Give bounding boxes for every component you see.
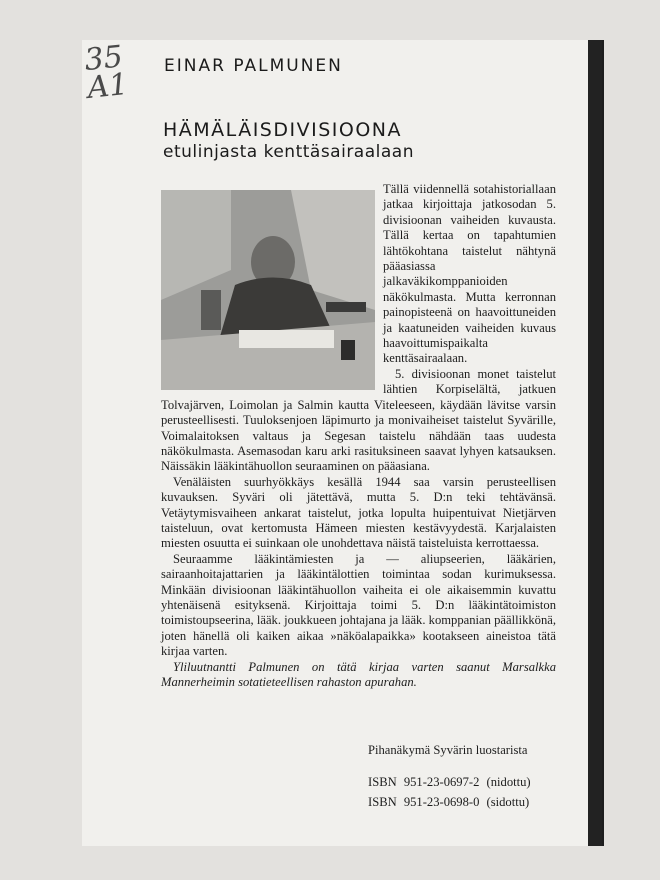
book-subtitle: etulinjasta kenttäsairaalaan (163, 142, 414, 162)
handwritten-code: A1 (85, 66, 130, 106)
isbn-hardcover: ISBN 951-23-0698-0 (sidottu) (368, 795, 530, 809)
cover-edge (588, 40, 602, 846)
isbn-paperback: ISBN 951-23-0697-2 (nidottu) (368, 775, 531, 789)
paragraph-2: 5. divisioonan monet taistelut lähtien Korpiselältä, jatkuen Tolvajärven, Loimolan ja Salmin kautta Viteleeseen, käydään lävitse varsin perusteellisesti. Tuuloksenjoen läpimurto ja monivaiheiset taistelut Syvärille, Voimalaitoksen valtaus ja Segesan taistelu nähdään taas uudesta näkökulmasta. Asemasodan karu arki rasituksineen saavat lyhyen katsauksen. Näissäkin lääkintähuollon seuraaminen on pääasiana. (161, 366, 556, 474)
photo-float-space (161, 182, 383, 390)
book-description (161, 182, 556, 690)
handwritten-number: 35 (82, 39, 125, 79)
photo-caption: Pihanäkymä Syvärin luostarista (368, 743, 528, 757)
paragraph-1: Tällä viidennellä sotahistoriallaan jatkaa kirjoittaja jatkosodan 5. divisioonan vaiheiden kuvausta. Tällä kertaa on tapahtumien lähtökohtana taistelut nähtynä pääasiassa jalkaväkikomppanioiden näkökulmasta. Mutta kerronnan painopisteenä on haavoittuneiden ja kaatuneiden vaiheiden kuvaus haavoittumispaikalta kenttäsairaalaan. (383, 182, 556, 366)
book-title: HÄMÄLÄISDIVISIOONA (163, 119, 402, 141)
handwritten-note (82, 39, 130, 106)
paragraph-4: Seuraamme lääkintämiesten ja — aliupseerien, lääkärien, sairaanhoitajattarien ja lääkintälottien toimintaa sodan kurimuksessa. Minkään divisioonan lääkintähuollon vaiheita ei ole aikaisemmin kuvattu yhtenäisenä esityksenä. Kirjoittaja toimi 5. D:n lääkintätoimiston toimistoupseerina, lääk. joukkueen johtajana ja lääk. komppanian päällikkönä, joten hänellä oli kaiken aikaa »näköalapaikka» kootakseen aineistoa tätä kirjaa varten. (161, 551, 556, 659)
author-name: EINAR PALMUNEN (164, 56, 343, 76)
paragraph-3: Venäläisten suurhyökkäys kesällä 1944 saa varsin perusteellisen kuvauksen. Syväri oli jätettävä, mutta 5. D:n teki tehtävänsä. Vetäytymisvaiheen ankarat taistelut, jotka lopulta huipentuivat Nietjärven taisteluun, ovat kertomusta Hämeen miesten kestävyydestä. Karjalaisten miesten osuutta ei suinkaan ole unohdettava näistä taisteluista kerrottaessa. (161, 474, 556, 551)
grant-note: Yliluutnantti Palmunen on tätä kirjaa varten saanut Marsalkka Mannerheimin sotatieteellisen rahaston apurahan. (161, 659, 556, 689)
